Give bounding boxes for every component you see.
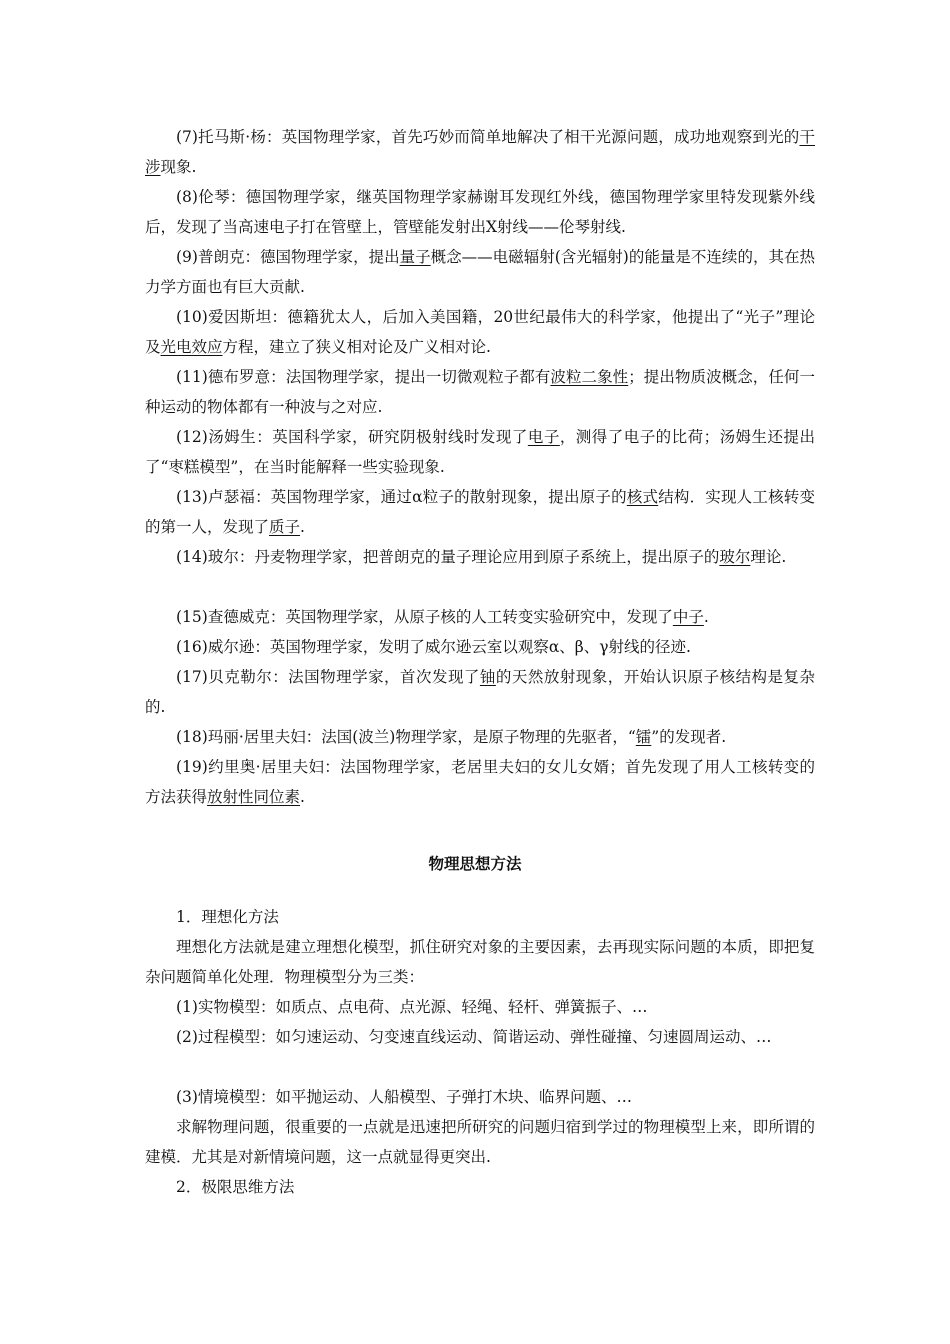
scientist-paragraph: (14)玻尔：丹麦物理学家，把普朗克的量子理论应用到原子系统上，提出原子的玻尔理论.: [176, 548, 787, 566]
key-term: 中子: [672, 608, 704, 626]
key-term: 电子: [527, 428, 560, 446]
key-term: 玻尔: [719, 548, 751, 566]
key-term: 镭: [635, 728, 652, 746]
key-term: 放射性同位素: [207, 788, 301, 806]
method-paragraph: 理想化方法就是建立理想化模型，抓住研究对象的主要因素，去再现实际问题的本质，即把复杂问题简单化处理．物理模型分为三类：: [145, 938, 815, 986]
key-term: 光电效应: [160, 338, 223, 356]
scientist-paragraph: (8)伦琴：德国物理学家，继英国物理学家赫谢耳发现红外线，德国物理学家里特发现紫外线后，发现了当高速电子打在管壁上，管壁能发射出X射线——伦琴射线.: [145, 188, 815, 236]
method-paragraph: (2)过程模型：如匀速运动、匀变速直线运动、简谐运动、弹性碰撞、匀速圆周运动、…: [176, 1028, 772, 1046]
scientist-paragraph: (12)汤姆生：英国科学家，研究阴极射线时发现了电子，测得了电子的比荷；汤姆生还提出了“枣糕模型”，在当时能解释一些实验现象.: [145, 428, 815, 476]
key-term: 波粒二象性: [550, 368, 629, 386]
key-term: 核式: [626, 488, 659, 506]
method-paragraph: (3)情境模型：如平抛运动、人船模型、子弹打木块、临界问题、…: [176, 1088, 632, 1106]
section-title: 物理思想方法: [428, 854, 522, 873]
scientist-paragraph: (19)约里奥·居里夫妇：法国物理学家，老居里夫妇的女儿女婿；首先发现了用人工核转变的方法获得放射性同位素.: [145, 758, 815, 806]
scientist-paragraph: (17)贝克勒尔：法国物理学家，首次发现了铀的天然放射现象，开始认识原子核结构是复杂的.: [145, 668, 815, 716]
scientist-paragraph: (10)爱因斯坦：德籍犹太人，后加入美国籍，20世纪最伟大的科学家，他提出了“光子”理论及光电效应方程，建立了狭义相对论及广义相对论.: [145, 308, 815, 356]
key-term: 质子: [269, 518, 301, 536]
scientist-paragraph: (9)普朗克：德国物理学家，提出量子概念——电磁辐射(含光辐射)的能量是不连续的，其在热力学方面也有巨大贡献.: [145, 248, 815, 296]
scientist-paragraph: (18)玛丽·居里夫妇：法国(波兰)物理学家，是原子物理的先驱者，“镭”的发现者.: [176, 728, 727, 746]
method-paragraph: 1．理想化方法: [176, 908, 279, 926]
key-term: 干涉: [145, 128, 815, 176]
scientist-paragraph: (16)威尔逊：英国物理学家，发明了威尔逊云室以观察α、β、γ射线的径迹.: [176, 638, 691, 656]
key-term: 铀: [479, 668, 496, 686]
method-paragraph: 2．极限思维方法: [176, 1178, 295, 1196]
scientist-paragraph: (7)托马斯·杨：英国物理学家，首先巧妙而简单地解决了相干光源问题，成功地观察到光的干涉现象.: [145, 128, 815, 176]
method-paragraph: 求解物理问题，很重要的一点就是迅速把所研究的问题归宿到学过的物理模型上来，即所谓的建模．尤其是对新情境问题，这一点就显得更突出.: [145, 1118, 815, 1166]
scientist-paragraph: (15)查德威克：英国物理学家，从原子核的人工转变实验研究中，发现了中子.: [176, 608, 709, 626]
scientist-paragraph: (13)卢瑟福：英国物理学家，通过α粒子的散射现象，提出原子的核式结构．实现人工核转变的第一人，发现了质子.: [145, 488, 815, 536]
scientist-paragraph: (11)德布罗意：法国物理学家，提出一切微观粒子都有波粒二象性；提出物质波概念，任何一种运动的物体都有一种波与之对应.: [145, 368, 815, 416]
key-term: 量子: [399, 248, 431, 266]
method-paragraph: (1)实物模型：如质点、点电荷、点光源、轻绳、轻杆、弹簧振子、…: [176, 998, 648, 1016]
